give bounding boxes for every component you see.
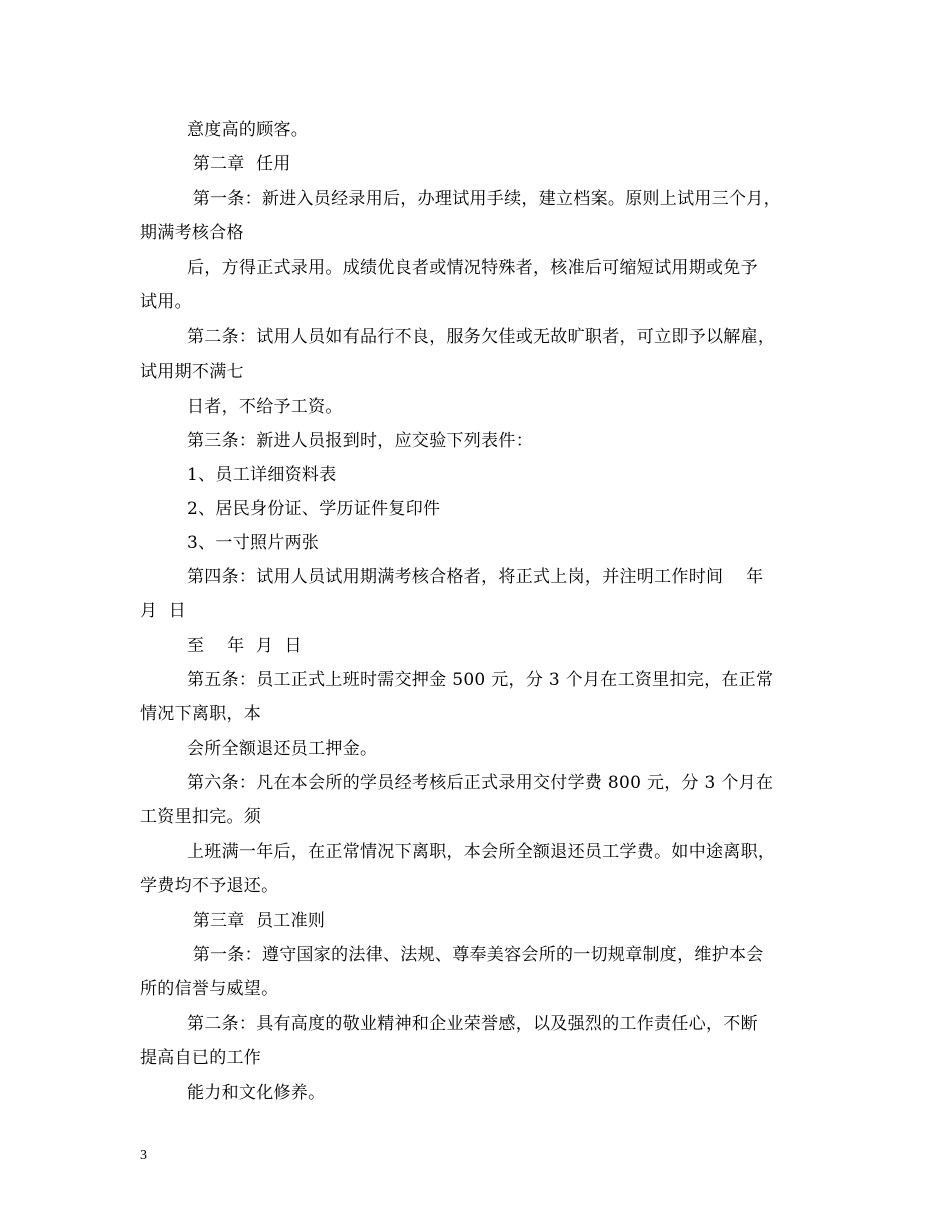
text-line: 提高自已的工作 xyxy=(140,1048,262,1068)
text-line: 期满考核合格 xyxy=(140,223,244,243)
list-item: 1、员工详细资料表 xyxy=(187,465,337,485)
text-line: 月 日 xyxy=(140,601,187,621)
text-line: 意度高的顾客。 xyxy=(187,120,309,140)
text-line: 第三条：新进人员报到时，应交验下列表件： xyxy=(187,431,533,451)
chapter-heading: 第三章 员工准则 xyxy=(187,911,326,931)
text-line: 日者，不给予工资。 xyxy=(187,397,343,417)
text-line: 学费均不予退还。 xyxy=(140,876,279,896)
text-line: 第一条：遵守国家的法律、法规、尊奉美容会所的一切规章制度，维护本会 xyxy=(187,945,764,965)
list-item: 3、一寸照片两张 xyxy=(187,533,320,553)
text-line: 所的信誉与威望。 xyxy=(140,979,279,999)
text-line: 情况下离职，本 xyxy=(140,704,262,724)
text-line: 第五条：员工正式上班时需交押金 500 元，分 3 个月在工资里扣完，在正常 xyxy=(187,670,774,690)
list-item: 2、居民身份证、学历证件复印件 xyxy=(187,499,441,519)
text-line: 第四条：试用人员试用期满考核合格者，将正式上岗，并注明工作时间 年 xyxy=(187,567,764,587)
text-line: 至 年 月 日 xyxy=(187,636,302,656)
text-line: 能力和文化修养。 xyxy=(187,1083,326,1103)
text-line: 第二条：具有高度的敬业精神和企业荣誉感，以及强烈的工作责任心，不断 xyxy=(187,1014,758,1034)
text-line: 试用。 xyxy=(140,292,192,312)
text-line: 试用期不满七 xyxy=(140,362,244,382)
text-line: 工资里扣完。须 xyxy=(140,807,262,827)
page-number: 3 xyxy=(140,1148,147,1163)
text-line: 第二条：试用人员如有品行不良，服务欠佳或无故旷职者，可立即予以解雇， xyxy=(187,327,776,347)
text-line: 第一条：新进入员经录用后，办理试用手续，建立档案。原则上试用三个月， xyxy=(187,189,781,209)
chapter-heading: 第二章 任用 xyxy=(187,154,291,174)
text-line: 第六条：凡在本会所的学员经考核后正式录用交付学费 800 元，分 3 个月在 xyxy=(187,773,774,793)
text-line: 上班满一年后，在正常情况下离职，本会所全额退还员工学费。如中途离职， xyxy=(187,842,776,862)
text-line: 后，方得正式录用。成绩优良者或情况特殊者，核准后可缩短试用期或免予 xyxy=(187,258,758,278)
text-line: 会所全额退还员工押金。 xyxy=(187,739,378,759)
